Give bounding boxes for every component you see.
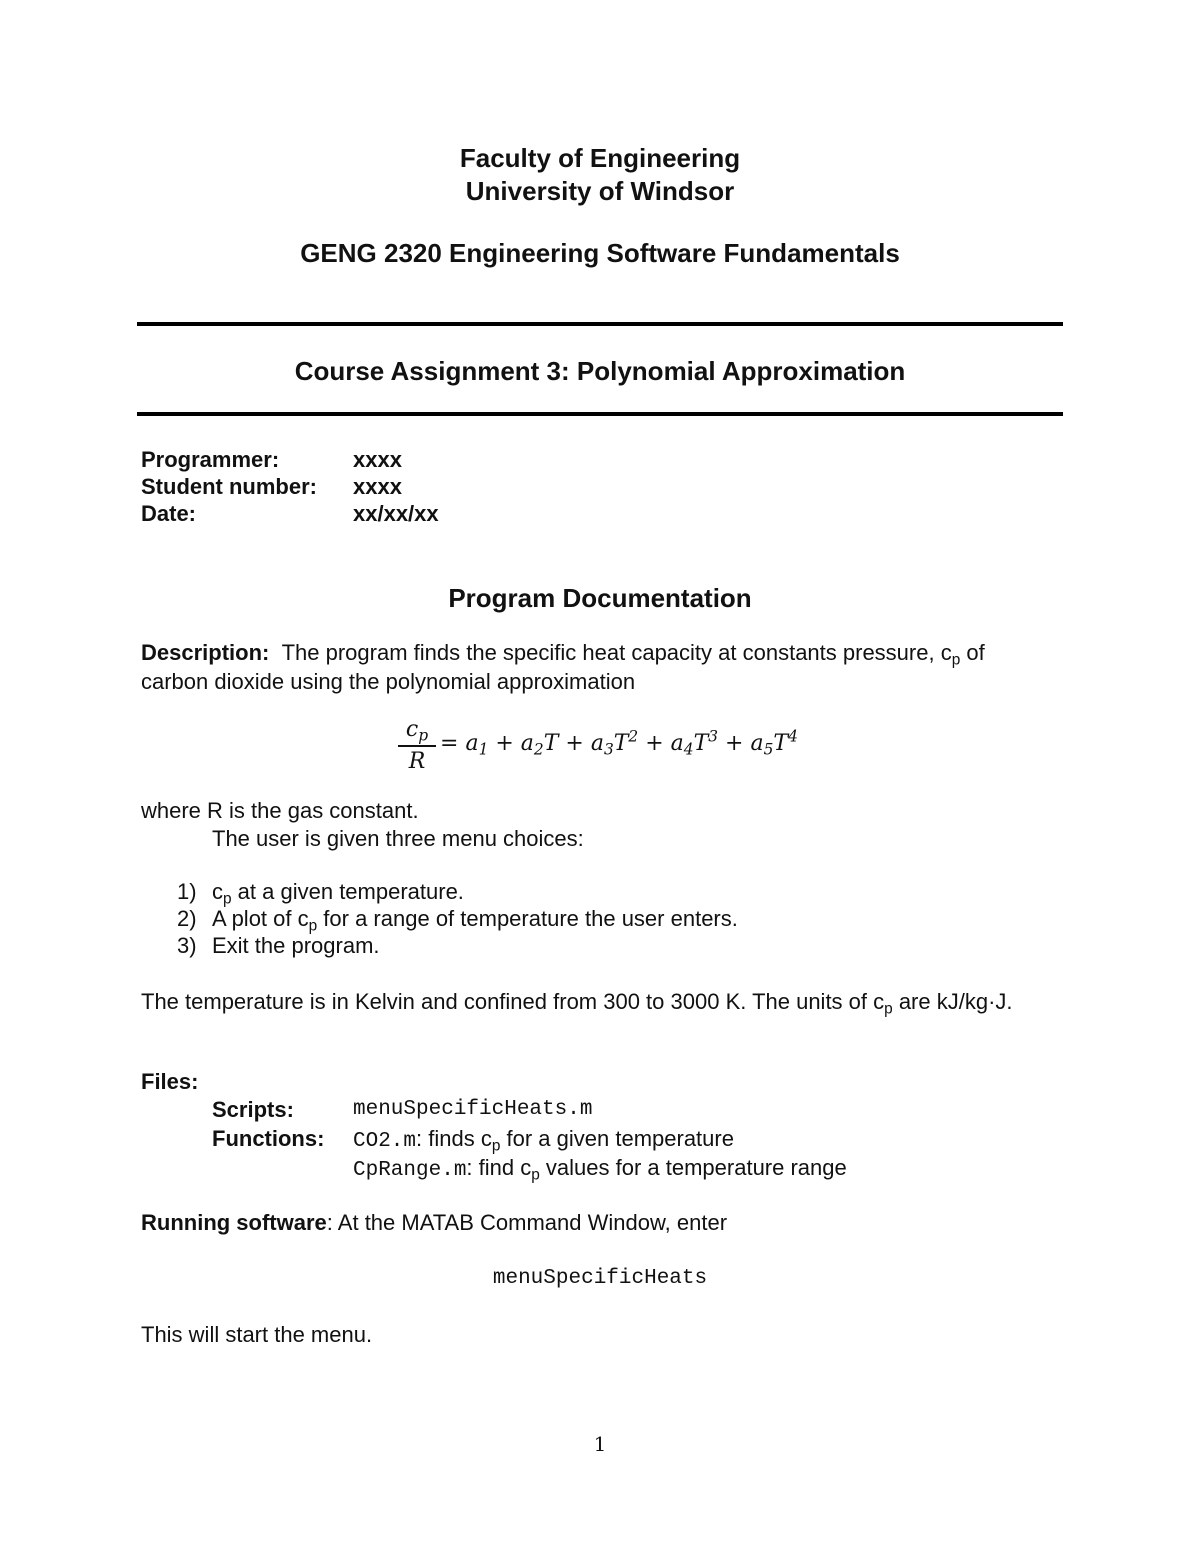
description-line-2: carbon dioxide using the polynomial approximation	[141, 669, 636, 694]
equation-rhs	[440, 727, 798, 759]
date-value: xx/xx/xx	[353, 501, 439, 526]
function-1-desc-end: for a given temperature	[500, 1126, 734, 1151]
bottom-rule	[137, 412, 1063, 416]
student-number-value: xxxx	[353, 474, 402, 499]
menu-intro-line: The user is given three menu choices:	[212, 826, 584, 851]
equation-fraction	[398, 717, 436, 775]
temperature-text: The temperature is in Kelvin and confined from 300 to 3000 K. The units of c	[141, 989, 885, 1014]
eq-variable: a	[750, 731, 764, 756]
date-label: Date:	[141, 501, 197, 526]
faculty-heading: Faculty of Engineering	[459, 143, 741, 173]
description-text-1-end: of	[960, 640, 985, 665]
running-software-line	[141, 1210, 727, 1236]
eq-superscript: 4	[788, 727, 798, 746]
function-1-name: CO2.m	[353, 1130, 417, 1153]
eq-operator: =	[440, 731, 466, 756]
eq-subscript: 3	[603, 740, 614, 759]
choice-number: 1)	[177, 879, 197, 904]
description-text-1: The program finds the specific heat capacity at constants pressure, c	[281, 640, 952, 665]
functions-label: Functions:	[212, 1126, 325, 1151]
eq-variable: T	[773, 731, 789, 756]
function-2	[353, 1155, 847, 1182]
course-heading: GENG 2320 Engineering Software Fundamentals	[300, 238, 900, 268]
eq-subscript: 5	[763, 740, 774, 759]
choice-prefix: c	[212, 879, 223, 904]
eq-operator: +	[558, 731, 591, 756]
university-heading: University of Windsor	[465, 176, 735, 206]
temperature-note	[141, 989, 1013, 1018]
choice-text	[212, 906, 738, 935]
cp-symbol: c	[405, 717, 419, 742]
choice-text: Exit the program.	[212, 933, 380, 958]
top-rule	[137, 322, 1063, 326]
command-text: menuSpecificHeats	[492, 1267, 708, 1290]
page-number: 1	[593, 1432, 607, 1456]
description-line-1	[141, 640, 985, 669]
choice-text	[212, 879, 464, 908]
choice-sub: p	[308, 917, 318, 935]
function-1-desc: : finds c	[416, 1126, 492, 1151]
student-number-label: Student number:	[141, 474, 317, 499]
subscript-p: p	[951, 651, 961, 669]
closing-line: This will start the menu.	[141, 1322, 373, 1347]
files-label: Files:	[141, 1069, 199, 1094]
choice-rest: for a range of temperature the user enters.	[317, 906, 738, 931]
choice-number: 2)	[177, 906, 197, 931]
fraction-denominator: R	[408, 749, 426, 774]
eq-subscript: 4	[683, 740, 694, 759]
eq-operator: +	[638, 731, 671, 756]
menu-choice-3	[177, 933, 380, 959]
eq-subscript: 1	[478, 740, 489, 759]
eq-variable: a	[520, 731, 534, 756]
function-1-sub: p	[491, 1137, 501, 1155]
programmer-value: xxxx	[353, 447, 402, 472]
fraction-numerator	[398, 717, 436, 743]
fraction-bar	[398, 745, 436, 747]
assignment-title: Course Assignment 3: Polynomial Approximation	[294, 356, 906, 386]
eq-variable: T	[613, 731, 629, 756]
choice-number: 3)	[177, 933, 197, 958]
eq-variable: a	[465, 731, 479, 756]
running-label: Running software	[141, 1210, 327, 1235]
eq-variable: a	[590, 731, 604, 756]
menu-choice-1	[177, 879, 464, 908]
scripts-value: menuSpecificHeats.m	[353, 1098, 593, 1121]
eq-variable: T	[543, 731, 559, 756]
menu-choice-2	[177, 906, 738, 935]
eq-subscript: 2	[533, 740, 544, 759]
gas-constant-line: where R is the gas constant.	[141, 798, 419, 823]
description-label: Description:	[141, 640, 270, 665]
temperature-end: are kJ/kg·J.	[892, 989, 1013, 1014]
running-text: : At the MATAB Command Window, enter	[326, 1210, 728, 1235]
eq-superscript: 2	[628, 727, 639, 746]
function-2-desc: : find c	[466, 1155, 532, 1180]
function-2-desc-end: values for a temperature range	[539, 1155, 847, 1180]
eq-variable: a	[670, 731, 684, 756]
eq-variable: T	[693, 731, 709, 756]
programmer-label: Programmer:	[141, 447, 280, 472]
choice-rest: at a given temperature.	[231, 879, 464, 904]
function-2-name: CpRange.m	[353, 1159, 467, 1182]
eq-superscript: 3	[708, 727, 719, 746]
function-2-sub: p	[531, 1166, 540, 1184]
eq-operator: +	[488, 731, 521, 756]
scripts-label: Scripts:	[212, 1097, 294, 1122]
cp-subscript: p	[418, 726, 429, 745]
temperature-sub: p	[884, 1000, 893, 1018]
function-1	[353, 1126, 734, 1153]
choice-prefix: A plot of c	[212, 906, 309, 931]
eq-operator: +	[718, 731, 751, 756]
choice-sub: p	[223, 890, 232, 908]
section-heading: Program Documentation	[448, 583, 752, 613]
